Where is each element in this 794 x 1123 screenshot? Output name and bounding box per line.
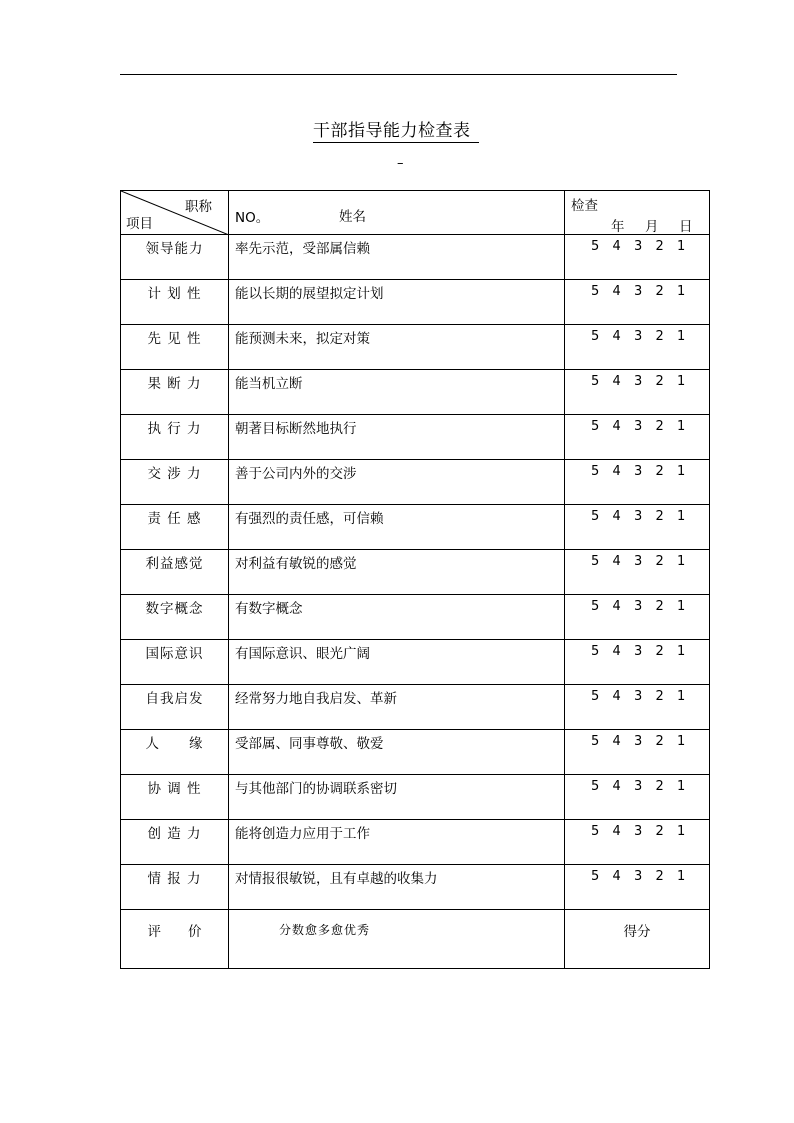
item-description: 能预测未来，拟定对策 [229,325,565,370]
score-scale [565,370,710,415]
score-option[interactable]: 2 [655,734,664,749]
score-option[interactable]: 3 [634,239,643,254]
score-option[interactable]: 5 [591,824,600,839]
item-label: 利益感觉 [121,550,229,595]
table-row [121,640,710,685]
item-label: 计 划 性 [121,280,229,325]
score-scale [565,640,710,685]
item-label: 责 任 感 [121,505,229,550]
score-scale [565,595,710,640]
score-option[interactable]: 4 [612,509,621,524]
evaluation-note: 分数愈多愈优秀 [229,910,565,969]
header-no-name-cell [229,191,565,235]
score-option[interactable]: 5 [591,464,600,479]
score-option[interactable]: 2 [655,554,664,569]
inspection-table [120,190,710,969]
score-option[interactable]: 5 [591,284,600,299]
score-option[interactable]: 4 [612,419,621,434]
table-row [121,235,710,280]
score-scale [565,325,710,370]
header-diagonal-cell [121,191,229,235]
score-option[interactable]: 2 [655,329,664,344]
score-option[interactable]: 4 [612,869,621,884]
score-option[interactable]: 1 [677,284,686,299]
score-option[interactable]: 3 [634,509,643,524]
item-description: 对利益有敏锐的感觉 [229,550,565,595]
score-option[interactable]: 3 [634,689,643,704]
item-label: 交 涉 力 [121,460,229,505]
item-description: 善于公司内外的交涉 [229,460,565,505]
score-option[interactable]: 2 [655,599,664,614]
score-option[interactable]: 5 [591,689,600,704]
score-scale [565,730,710,775]
score-option[interactable]: 3 [634,284,643,299]
score-option[interactable]: 1 [677,644,686,659]
item-label: 协 调 性 [121,775,229,820]
score-option[interactable]: 2 [655,284,664,299]
score-option[interactable]: 4 [612,689,621,704]
score-option[interactable]: 2 [655,464,664,479]
score-option[interactable]: 5 [591,644,600,659]
score-option[interactable]: 5 [591,779,600,794]
table-row [121,685,710,730]
score-option[interactable]: 1 [677,599,686,614]
score-option[interactable]: 5 [591,734,600,749]
score-total-label[interactable]: 得分 [565,910,710,969]
header-name-label: 姓名 [339,209,366,225]
item-description: 率先示范，受部属信赖 [229,235,565,280]
score-scale [565,685,710,730]
score-scale [565,820,710,865]
table-row [121,370,710,415]
score-option[interactable]: 1 [677,374,686,389]
item-description: 有数字概念 [229,595,565,640]
item-label: 先 见 性 [121,325,229,370]
table-row [121,820,710,865]
header-check-label: 检查 [571,198,598,214]
item-label: 人 缘 [121,730,229,775]
score-option[interactable]: 3 [634,464,643,479]
score-option[interactable]: 1 [677,734,686,749]
header-date [611,215,693,235]
evaluation-row [121,910,710,969]
score-option[interactable]: 5 [591,239,600,254]
item-label: 情 报 力 [121,865,229,910]
item-description: 能当机立断 [229,370,565,415]
table-row [121,595,710,640]
item-label: 创 造 力 [121,820,229,865]
score-option[interactable]: 1 [677,464,686,479]
table-row [121,325,710,370]
score-scale [565,460,710,505]
score-option[interactable]: 2 [655,239,664,254]
page-title: 干部指导能力检查表 [313,120,479,143]
score-scale [565,280,710,325]
score-option[interactable]: 3 [634,779,643,794]
score-option[interactable]: 1 [677,689,686,704]
header-row [121,191,710,235]
item-description: 能将创造力应用于工作 [229,820,565,865]
score-option[interactable]: 3 [634,869,643,884]
score-option[interactable]: 3 [634,419,643,434]
score-option[interactable]: 4 [612,554,621,569]
score-option[interactable]: 4 [612,824,621,839]
item-label: 执 行 力 [121,415,229,460]
score-option[interactable]: 3 [634,734,643,749]
score-option[interactable]: 2 [655,374,664,389]
item-description: 对情报很敏锐，且有卓越的收集力 [229,865,565,910]
score-option[interactable]: 1 [677,329,686,344]
score-option[interactable]: 4 [612,644,621,659]
score-scale [565,550,710,595]
score-option[interactable]: 2 [655,869,664,884]
score-option[interactable]: 4 [612,239,621,254]
score-option[interactable]: 1 [677,824,686,839]
table-row [121,280,710,325]
table-row [121,505,710,550]
score-option[interactable]: 5 [591,509,600,524]
score-option[interactable]: 2 [655,419,664,434]
evaluation-label: 评 价 [121,910,229,969]
item-description: 能以长期的展望拟定计划 [229,280,565,325]
header-item-label: 项目 [126,216,153,232]
item-description: 有强烈的责任感，可信赖 [229,505,565,550]
score-scale [565,775,710,820]
score-option[interactable]: 1 [677,779,686,794]
table-row [121,415,710,460]
item-label: 国际意识 [121,640,229,685]
header-month-label: 月 [645,219,659,235]
score-option[interactable]: 1 [677,869,686,884]
score-option[interactable]: 1 [677,419,686,434]
score-option[interactable]: 3 [634,599,643,614]
score-option[interactable]: 3 [634,374,643,389]
score-option[interactable]: 5 [591,419,600,434]
score-option[interactable]: 4 [612,779,621,794]
score-option[interactable]: 2 [655,509,664,524]
score-option[interactable]: 5 [591,374,600,389]
score-scale [565,865,710,910]
score-option[interactable]: 3 [634,554,643,569]
score-scale [565,415,710,460]
score-option[interactable]: 2 [655,779,664,794]
score-option[interactable]: 3 [634,824,643,839]
table-row [121,865,710,910]
score-option[interactable]: 3 [634,329,643,344]
score-scale [565,235,710,280]
score-scale [565,505,710,550]
score-option[interactable]: 1 [677,239,686,254]
item-description: 受部属、同事尊敬、敬爱 [229,730,565,775]
header-title-label: 职称 [185,199,212,215]
item-label: 领导能力 [121,235,229,280]
item-label: 数字概念 [121,595,229,640]
score-option[interactable]: 4 [612,599,621,614]
score-option[interactable]: 4 [612,374,621,389]
score-option[interactable]: 5 [591,329,600,344]
header-year-label: 年 [611,219,625,235]
item-description: 有国际意识、眼光广阔 [229,640,565,685]
score-option[interactable]: 2 [655,824,664,839]
score-option[interactable]: 4 [612,734,621,749]
subtitle-mark: – [397,156,404,171]
table-row [121,460,710,505]
score-option[interactable]: 5 [591,599,600,614]
item-description: 经常努力地自我启发、革新 [229,685,565,730]
table-row [121,730,710,775]
score-option[interactable]: 5 [591,869,600,884]
score-option[interactable]: 5 [591,554,600,569]
item-description: 与其他部门的协调联系密切 [229,775,565,820]
score-option[interactable]: 4 [612,284,621,299]
table-row [121,550,710,595]
table-row [121,775,710,820]
score-option[interactable]: 4 [612,464,621,479]
item-label: 自我启发 [121,685,229,730]
header-no-label: NO。 [235,210,270,226]
score-option[interactable]: 1 [677,554,686,569]
item-description: 朝著目标断然地执行 [229,415,565,460]
item-label: 果 断 力 [121,370,229,415]
header-day-label: 日 [679,219,693,235]
score-option[interactable]: 1 [677,509,686,524]
header-check-cell [565,191,710,235]
score-option[interactable]: 2 [655,644,664,659]
score-option[interactable]: 3 [634,644,643,659]
score-option[interactable]: 4 [612,329,621,344]
top-rule [120,74,677,75]
score-option[interactable]: 2 [655,689,664,704]
